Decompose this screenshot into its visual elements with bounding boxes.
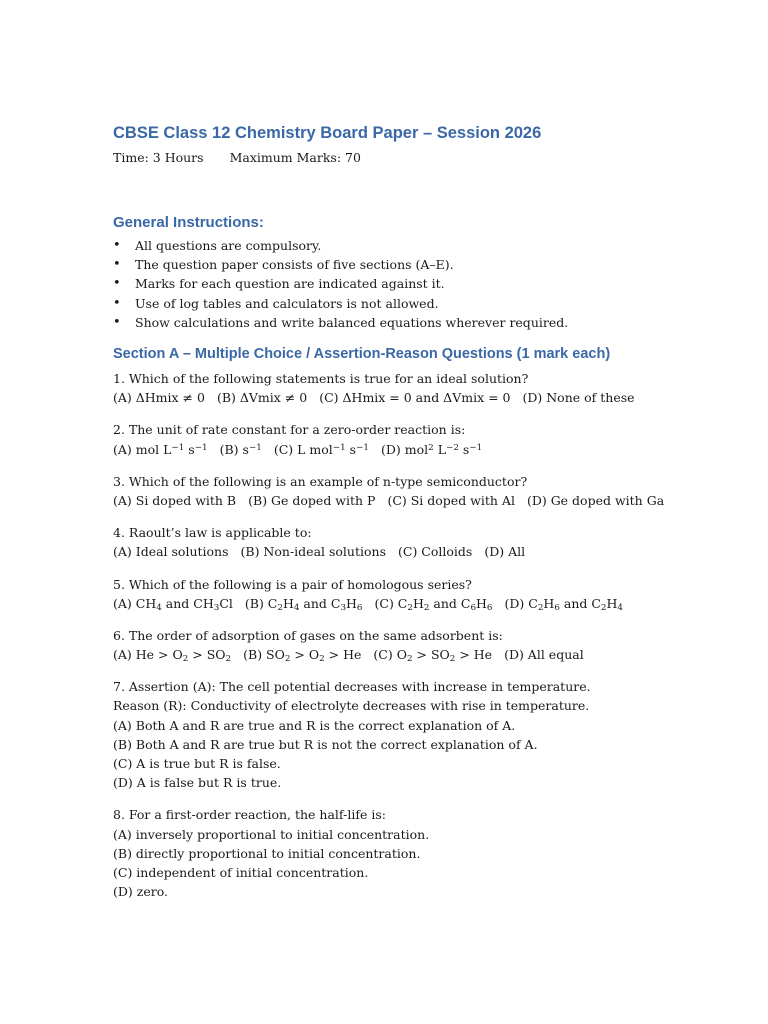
option-b: (B) $s^{-1}$ [219,441,262,457]
paper-meta [113,150,361,165]
option-d: (D) $C_2H_6$ and $C_2H_4$ [504,595,623,613]
question-2 [113,420,753,458]
option-c: (C) Si doped with Al [387,492,515,508]
option-d: (D) Ge doped with Ga [526,492,665,508]
option-a: (A) inversely proportional to initial concentration. [113,826,430,842]
question-7-reason: Reason (R): Conductivity of electrolyte decreases with rise in temperature. [113,698,590,714]
question-2-text: 2. The unit of rate constant for a zero-order reaction is: [113,422,466,438]
option-b: (B) ΔVmix ≠ 0 [216,390,308,406]
option-c: (C) L mol$^{-1}$ $s^{-1}$ [273,441,369,457]
option-b: (B) Both A and R are true but R is not the correct explanation of A. [113,736,538,752]
option-a: (A) $He > O_2 > SO_2$ [113,647,232,664]
option-d: (D) All equal [504,647,584,663]
question-5 [113,575,753,613]
option-c: (C) independent of initial concentration. [113,864,369,880]
option-b: (B) $SO_2 > O_2 > He$ [243,647,362,664]
paper-title: CBSE Class 12 Chemistry Board Paper – Session 2026 [113,124,542,142]
instruction-item: • All questions are compulsory. [113,236,568,255]
question-5-text: 5. Which of the following is a pair of homologous series? [113,576,472,592]
section-a-questions [113,369,753,914]
option-b: (B) directly proportional to initial concentration. [113,845,421,861]
question-2-options [113,440,753,459]
time-info: Time: 3 Hours [113,150,204,165]
option-c: (C) $C_2H_2$ and $C_6H_6$ [374,595,493,613]
question-5-options [113,594,753,613]
instruction-item: • Use of log tables and calculators is not allowed. [113,294,568,313]
question-1-text: 1. Which of the following statements is true for an ideal solution? [113,371,529,386]
max-marks-info: Maximum Marks: 70 [229,150,361,165]
question-3-text: 3. Which of the following is an example of n-type semiconductor? [113,473,528,489]
question-7 [113,677,753,792]
question-4 [113,523,753,561]
question-7-assertion: 7. Assertion (A): The cell potential decreases with increase in temperature. [113,679,591,695]
question-4-options [113,542,753,561]
question-3-options [113,491,753,510]
option-c: (C) Colloids [398,544,473,560]
instruction-item: • Show calculations and write balanced equations wherever required. [113,313,568,332]
instruction-item: • The question paper consists of five sections (A–E). [113,255,568,274]
question-1 [113,369,753,407]
option-b: (B) $C_2H_4$ and $C_3H_6$ [244,595,363,613]
option-c: (C) $O_2 > SO_2 > He$ [373,647,493,664]
option-a: (A) Both A and R are true and R is the correct explanation of A. [113,717,516,733]
option-b: (B) Non-ideal solutions [240,544,386,560]
question-6-text: 6. The order of adsorption of gases on the same adsorbent is: [113,627,503,643]
option-d: (D) zero. [113,884,168,900]
option-d: (D) All [484,544,526,560]
question-8 [113,805,753,901]
option-d: (D) mol$^2$ $L^{-2}$ $s^{-1}$ [381,441,483,457]
instruction-item: • Marks for each question are indicated against it. [113,274,568,293]
option-d: (D) None of these [522,390,635,406]
question-3 [113,472,753,510]
option-a: (A) mol $L^{-1}$ $s^{-1}$ [113,441,208,457]
question-8-text: 8. For a first-order reaction, the half-life is: [113,807,386,823]
option-c: (C) A is true but R is false. [113,756,281,771]
option-a: (A) $CH_4$ and $CH_3Cl$ [113,595,233,613]
question-1-options [113,388,753,407]
option-b: (B) Ge doped with P [248,492,376,508]
option-a: (A) Si doped with B [113,492,237,508]
option-d: (D) A is false but R is true. [113,775,282,791]
general-instructions-list [113,236,568,332]
option-c: (C) ΔHmix = 0 and ΔVmix = 0 [319,390,511,406]
question-6-options [113,645,753,664]
option-a: (A) ΔHmix ≠ 0 [113,390,205,406]
section-a-heading: Section A – Multiple Choice / Assertion-Reason Questions (1 mark each) [113,346,611,362]
question-6 [113,626,753,664]
general-instructions-heading: General Instructions: [113,214,264,231]
question-4-text: 4. Raoult’s law is applicable to: [113,525,312,541]
option-a: (A) Ideal solutions [113,544,229,560]
